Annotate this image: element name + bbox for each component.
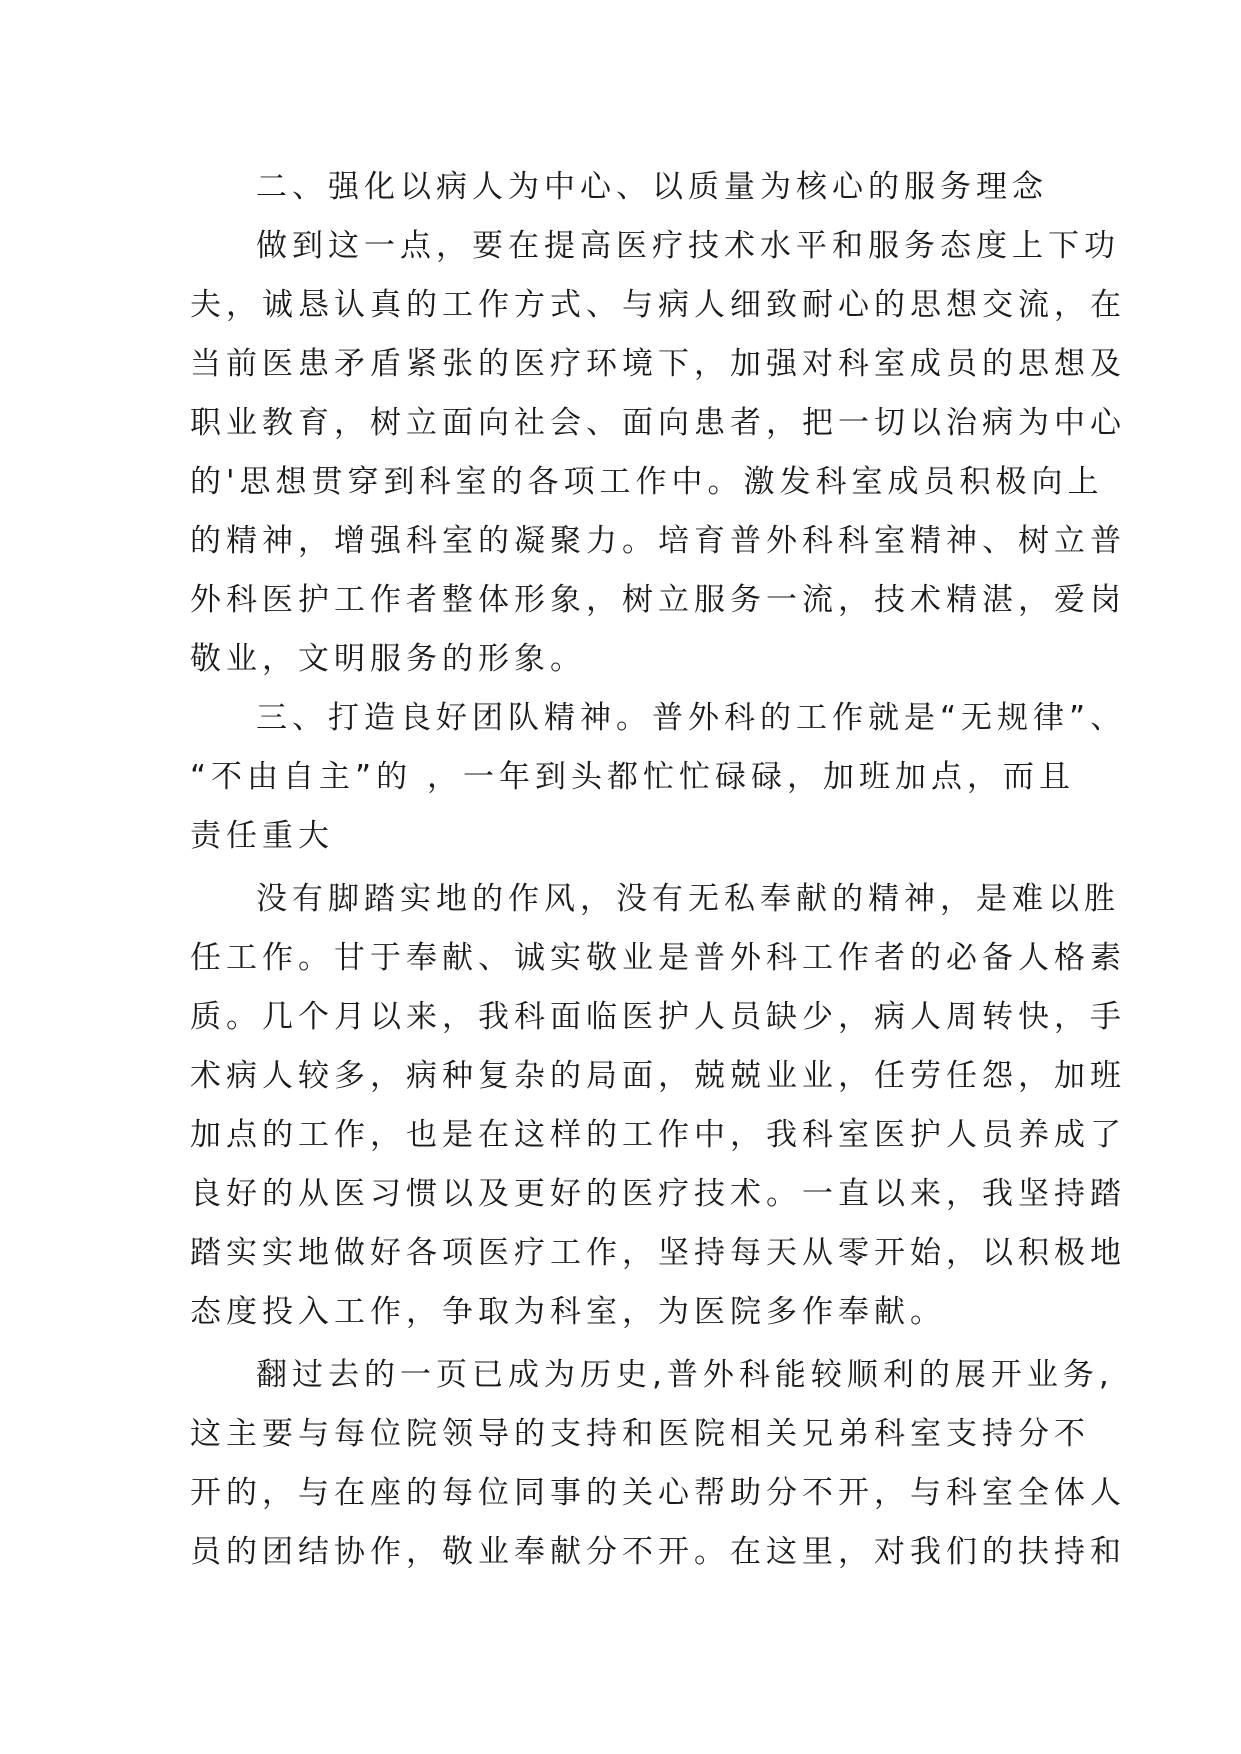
paragraph-line: 加点的工作，也是在这样的工作中，我科室医护人员养成了 <box>190 1117 1126 1153</box>
paragraph-line: 良好的从医习惯以及更好的医疗技术。一直以来，我坚持踏 <box>190 1176 1126 1212</box>
body-text <box>190 158 1127 1582</box>
paragraph-line: 没有脚踏实地的作风，没有无私奉献的精神，是难以胜 <box>256 881 1120 917</box>
paragraph-line: 职业教育，树立面向社会、面向患者，把一切以治病为中心 <box>190 405 1126 441</box>
paragraph-line: 开的，与在座的每位同事的关心帮助分不开，与科室全体人 <box>190 1475 1126 1511</box>
heading-line-2: 二、强化以病人为中心、以质量为核心的服务理念 <box>256 169 1048 205</box>
paragraph-line: 做到这一点，要在提高医疗技术水平和服务态度上下功 <box>256 228 1120 264</box>
heading-line-3: 三、打造良好团队精神。普外科的工作就是“无规律”、 <box>256 700 1127 736</box>
paragraph-line: 当前医患矛盾紧张的医疗环境下，加强对科室成员的思想及 <box>190 346 1126 382</box>
paragraph-line: 任工作。甘于奉献、诚实敬业是普外科工作者的必备人格素 <box>190 940 1126 976</box>
paragraph-line: 态度投入工作，争取为科室，为医院多作奉献。 <box>190 1294 946 1330</box>
paragraph-line: 的'思想贯穿到科室的各项工作中。激发科室成员积极向上 <box>190 464 1104 500</box>
paragraph-line: 术病人较多，病种复杂的局面，兢兢业业，任劳任怨，加班 <box>190 1058 1126 1094</box>
paragraph-line: 外科医护工作者整体形象，树立服务一流，技术精湛，爱岗 <box>190 582 1126 618</box>
paragraph-line: 责任重大 <box>190 818 334 854</box>
paragraph-line: 敬业，文明服务的形象。 <box>190 641 586 677</box>
paragraph-line: 的精神，增强科室的凝聚力。培育普外科科室精神、树立普 <box>190 523 1126 559</box>
paragraph-line: 这主要与每位院领导的支持和医院相关兄弟科室支持分不 <box>190 1416 1090 1452</box>
paragraph-line: 员的团结协作，敬业奉献分不开。在这里，对我们的扶持和 <box>190 1534 1126 1570</box>
paragraph-line: 翻过去的一页已成为历史,普外科能较顺利的展开业务, <box>256 1357 1114 1393</box>
paragraph-line: “不由自主”的 ，一年到头都忙忙碌碌，加班加点，而且 <box>190 759 1075 795</box>
paragraph-line: 质。几个月以来，我科面临医护人员缺少，病人周转快，手 <box>190 999 1126 1035</box>
paragraph-line: 踏实实地做好各项医疗工作，坚持每天从零开始，以积极地 <box>190 1235 1126 1271</box>
paragraph-line: 夫，诚恳认真的工作方式、与病人细致耐心的思想交流，在 <box>190 287 1126 323</box>
